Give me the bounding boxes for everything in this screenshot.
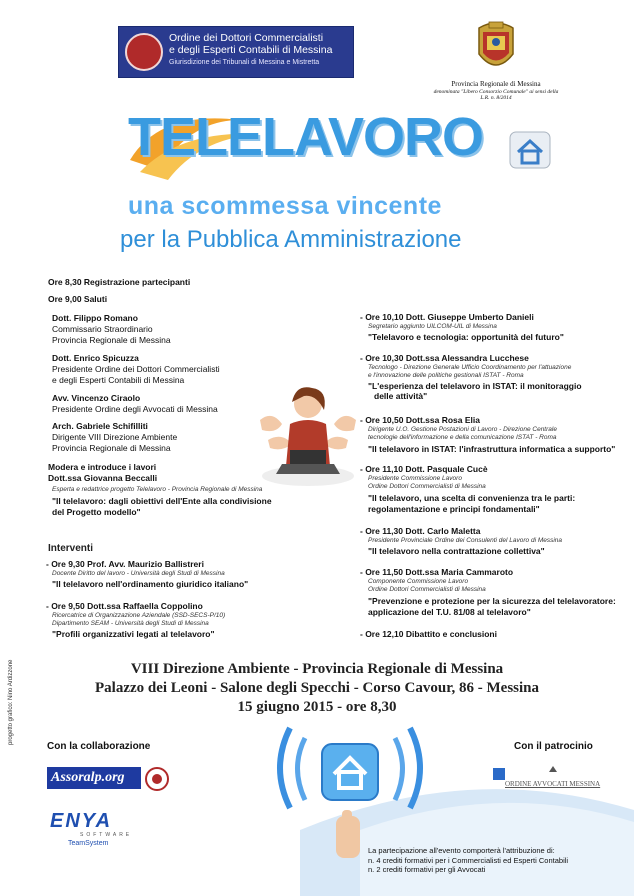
- speaker-role: e degli Esperti Contabili di Messina: [52, 375, 185, 385]
- speaker-role: Segretario aggiunto UILCOM-UIL di Messina: [368, 323, 497, 330]
- wifi-home-icon: [250, 718, 450, 858]
- credits-line: La partecipazione all'evento comporterà l'attribuzione di:: [368, 846, 555, 855]
- province-name: Provincia Regionale di Messina: [451, 80, 541, 88]
- graphic-design-credit: progetto grafico: Nino Ardizzone: [8, 659, 14, 745]
- moderator-talk: del Progetto modello": [52, 507, 141, 517]
- greetings: Ore 9,00 Saluti: [48, 294, 108, 304]
- speaker-role: Dipartimento SEAM - Università degli Studi di Messina: [52, 620, 209, 627]
- closing: - Ore 12,10 Dibattito e conclusioni: [360, 629, 497, 639]
- event-footer: [0, 660, 634, 717]
- speaker-role: Presidente Provinciale Ordine dei Consulenti del Lavoro di Messina: [368, 537, 563, 544]
- speaker-name: - Ore 9,30 Prof. Avv. Maurizio Ballistreri: [46, 559, 204, 569]
- speaker-role: Provincia Regionale di Messina: [52, 443, 171, 453]
- talk-title: delle attività": [374, 391, 428, 401]
- speaker-role: Docente Diritto del lavoro - Università degli Studi di Messina: [52, 570, 225, 577]
- interventi-heading: Interventi: [48, 543, 94, 554]
- woman-at-laptop-illustration: [252, 380, 364, 490]
- avvocati-logo-text: ORDINE AVVOCATI MESSINA: [505, 780, 601, 788]
- speaker-name: - Ore 10,30 Dott.ssa Alessandra Lucchese: [360, 353, 529, 363]
- talk-title: "Il telelavoro nell'ordinamento giuridico italiano": [52, 579, 249, 589]
- talk-title: applicazione del T.U. 81/08 al telelavoro": [368, 607, 531, 617]
- subtitle-1: una scommessa vincente: [128, 192, 442, 220]
- province-subtitle: denominata "Libero Consorzio Comunale" ai sensi della L.R. n. 8/2014: [433, 89, 559, 101]
- credits-line: n. 2 crediti formativi per gli Avvocati: [368, 865, 486, 874]
- footer-line2: Palazzo dei Leoni - Salone degli Specchi - Corso Cavour, 86 - Messina: [94, 680, 540, 696]
- collaboration-heading: Con la collaborazione: [47, 741, 151, 752]
- enya-software-label: SOFTWARE: [80, 832, 133, 838]
- speaker-role: Presidente Ordine dei Dottori Commercialisti: [52, 364, 220, 374]
- speaker-name: - Ore 9,50 Dott.ssa Raffaella Coppolino: [46, 601, 203, 611]
- odcec-line2: e degli Esperti Contabili di Messina: [169, 44, 333, 56]
- speaker-role: Dirigente VIII Direzione Ambiente: [52, 432, 178, 442]
- speaker-role: Commissario Straordinario: [52, 324, 153, 334]
- assoralp-emblem-icon: [145, 767, 169, 791]
- credits-info: [368, 846, 630, 875]
- credits-line: n. 4 crediti formativi per i Commercialisti ed Esperti Contabili: [368, 855, 569, 865]
- talk-title: "Profili organizzativi legati al telelavoro": [52, 629, 215, 639]
- province-crest-icon: [473, 18, 519, 78]
- speaker-role: Ricercatrice di Organizzazione Aziendale (SSD-SECS-P/10): [52, 612, 226, 619]
- speaker-name: Avv. Vincenzo Ciraolo: [52, 393, 141, 403]
- footer-line1: VIII Direzione Ambiente - Provincia Regionale di Messina: [130, 661, 504, 677]
- talk-title: "Telelavoro e tecnologia: opportunità del futuro": [368, 332, 564, 342]
- speaker-role: Presidente Commissione Lavoro: [368, 475, 462, 482]
- speaker-role: e l'innovazione delle politiche gestionali ISTAT - Roma: [368, 372, 524, 379]
- speaker-role: Componente Commissione Lavoro: [368, 578, 469, 585]
- moderator-heading: Modera e introduce i lavori: [48, 462, 157, 472]
- home-icon: [508, 130, 552, 170]
- speaker-name: Dott. Filippo Romano: [52, 313, 138, 323]
- talk-title: "Il telelavoro nella contrattazione collettiva": [368, 546, 545, 556]
- speaker-name: - Ore 10,10 Dott. Giuseppe Umberto Danieli: [360, 312, 534, 322]
- registration: Ore 8,30 Registrazione partecipanti: [48, 277, 191, 287]
- speaker-role: Provincia Regionale di Messina: [52, 335, 171, 345]
- speaker-role: tecnologie dell'informazione e della comunicazione ISTAT - Roma: [368, 434, 557, 441]
- teamsystem-logo: TeamSystem: [68, 840, 109, 847]
- talk-title: regolamentazione e principi fondamentali": [368, 504, 540, 514]
- speaker-role: Ordine Dottori Commercialisti di Messina: [368, 586, 486, 593]
- talk-title: "L'esperienza del telelavoro in ISTAT: il monitoraggio: [368, 381, 582, 391]
- talk-title: "Il telelavoro, una scelta di convenienza tra le parti:: [368, 493, 576, 503]
- odcec-line1: Ordine dei Dottori Commercialisti: [169, 32, 324, 44]
- assoralp-logo: Assoralp.org: [47, 767, 141, 789]
- moderator-role: Esperta e redattrice progetto Telelavoro - Provincia Regionale di Messina: [52, 486, 263, 493]
- patronage-heading: Con il patrocinio: [514, 741, 593, 752]
- speaker-name: - Ore 10,50 Dott.ssa Rosa Elia: [360, 415, 480, 425]
- speaker-name: - Ore 11,30 Dott. Carlo Maletta: [360, 526, 481, 536]
- speaker-name: Dott. Enrico Spicuzza: [52, 353, 139, 363]
- moderator-name: Dott.ssa Giovanna Beccalli: [48, 473, 158, 483]
- speaker-role: Dirigente U.O. Gestione Postazioni di Lavoro - Direzione Centrale: [368, 426, 557, 433]
- footer-line3: 15 giugno 2015 - ore 8,30: [237, 699, 397, 715]
- odcec-seal-icon: [125, 33, 163, 71]
- speaker-role: Presidente Ordine degli Avvocati di Messina: [52, 404, 218, 414]
- odcec-logo: [118, 26, 354, 78]
- speaker-role: Tecnologo - Direzione Generale Ufficio Coordinamento per l'attuazione: [368, 364, 572, 371]
- speaker-name: Arch. Gabriele Schifilliti: [52, 421, 148, 431]
- speaker-name: - Ore 11,10 Dott. Pasquale Cucè: [360, 464, 488, 474]
- talk-title: "Prevenzione e protezione per la sicurezza del telelavoratore:: [368, 596, 616, 606]
- speaker-name: - Ore 11,50 Dott.ssa Maria Cammaroto: [360, 567, 514, 577]
- enya-logo: ENYA: [50, 810, 113, 832]
- speaker-role: Ordine Dottori Commercialisti di Messina: [368, 483, 486, 490]
- subtitle-2: per la Pubblica Amministrazione: [120, 226, 462, 253]
- main-title: TELELAVORO: [128, 107, 484, 167]
- odcec-line3: Giurisdizione dei Tribunali di Messina e Mistretta: [169, 59, 320, 66]
- moderator-talk: "Il telelavoro: dagli obiettivi dell'Ente alla condivisione: [52, 496, 272, 506]
- talk-title: "Il telelavoro in ISTAT: l'infrastruttura informatica a supporto": [368, 444, 616, 454]
